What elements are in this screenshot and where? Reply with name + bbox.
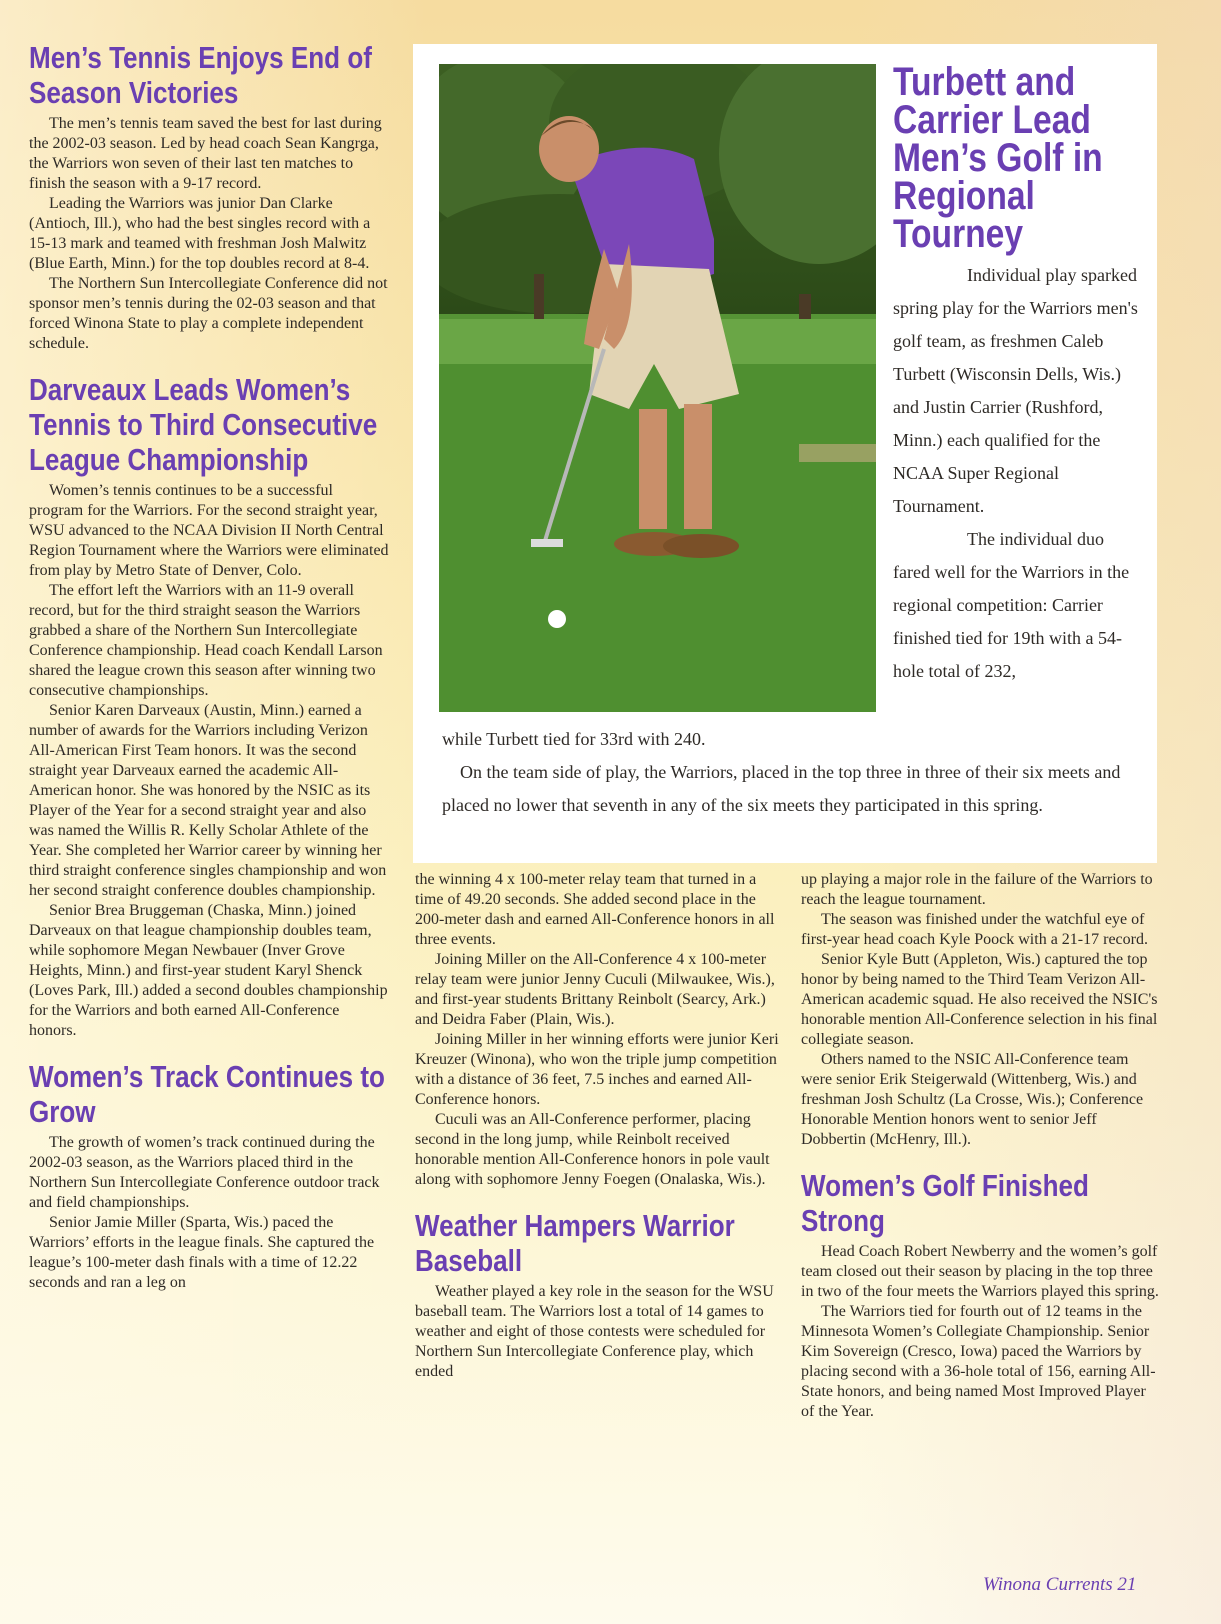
womens-tennis-title: Darveaux Leads Women’s Tennis to Third Consecutive League Championship bbox=[29, 372, 378, 477]
title-line: Men’s Golf in bbox=[893, 136, 1103, 180]
right-column bbox=[801, 870, 1163, 1422]
paragraph: The effort left the Warriors with an 11-9 overall record, but for the third straight season the Warriors grabbed a share of the Northern Sun Intercollegiate Conference championship. Head coach Kendall Larson shared the league crown this season after winning two consecutive championships. bbox=[29, 582, 383, 699]
baseball-article bbox=[415, 1208, 780, 1382]
paragraph: Senior Jamie Miller (Sparta, Wis.) paced the Warriors’ efforts in the league finals. She captured the league’s 100-meter dash finals with a time of 12.22 seconds and ran a leg on bbox=[29, 1214, 375, 1291]
womens-golf-title: Women’s Golf Finished Strong bbox=[801, 1168, 1089, 1238]
paragraph: The Warriors tied for fourth out of 12 teams in the Minnesota Women’s Collegiate Championship. Senior Kim Sovereign (Cresco, Iowa) paced the Warriors by placing second with a 36-hole total of 156, earning All-State honors, and being named Most Improved Player of the Year. bbox=[801, 1303, 1156, 1420]
paragraph: while Turbett tied for 33rd with 240. bbox=[442, 729, 706, 749]
middle-column bbox=[415, 870, 780, 1382]
paragraph: Others named to the NSIC All-Conference team were senior Erik Steigerwald (Wittenberg, Wis.) and freshman Josh Schultz (La Crosse, Wis.); Conference Honorable Mention honors went to senior Jeff Dobbertin (McHenry, Ill.). bbox=[801, 1051, 1144, 1148]
paragraph: Cuculi was an All-Conference performer, placing second in the long jump, while Reinbolt received honorable mention All-Conference honors in pole vault along with sophomore Jenny Foegen (Onalaska, Wis.). bbox=[415, 1111, 770, 1188]
mens-golf-title bbox=[893, 60, 1143, 256]
mens-golf-side-text bbox=[893, 259, 1143, 688]
paragraph: Senior Karen Darveaux (Austin, Minn.) earned a number of awards for the Warriors including Verizon All-American First Team honors. It was the second straight year Darveaux earned the academic All-American honor. She was honored by the NSIC as its Player of the Year for a second straight year and also was named the Willis R. Kelly Scholar Athlete of the Year. She completed her Warrior career by winning her third straight conference singles championship and won her second straight conference doubles championship. bbox=[29, 702, 387, 899]
paragraph: The individual duo fared well for the Warriors in the regional competition: Carrier finished tied for 19th with a 54-hole total of 232, bbox=[893, 529, 1130, 681]
paragraph: The Northern Sun Intercollegiate Conference did not sponsor men’s tennis during the 02-03 season and that forced Winona State to play a complete independent schedule. bbox=[29, 275, 388, 352]
paragraph: Joining Miller in her winning efforts were junior Keri Kreuzer (Winona), who won the triple jump competition with a distance of 36 feet, 7.5 inches and earned All-Conference honors. bbox=[415, 1031, 779, 1108]
paragraph: Leading the Warriors was junior Dan Clarke (Antioch, Ill.), who had the best singles record with a 15-13 mark and teamed with freshman Josh Malwitz (Blue Earth, Minn.) for the top doubles record at 8-4. bbox=[29, 195, 371, 272]
mens-tennis-article bbox=[29, 40, 389, 354]
paragraph: Women’s tennis continues to be a successful program for the Warriors. For the second straight year, WSU advanced to the NCAA Division II North Central Region Tournament where the Warriors were eliminated from play by Metro State of Denver, Colo. bbox=[29, 482, 389, 579]
left-column bbox=[29, 40, 389, 1293]
paragraph: Weather played a key role in the season for the WSU baseball team. The Warriors lost a total of 14 games to weather and eight of those contests were scheduled for Northern Sun Intercollegiate Conference play, which ended bbox=[415, 1283, 774, 1380]
womens-golf-article bbox=[801, 1168, 1163, 1422]
womens-tennis-article bbox=[29, 372, 389, 1041]
womens-track-article bbox=[29, 1059, 389, 1293]
paragraph: Senior Brea Bruggeman (Chaska, Minn.) joined Darveaux on that league championship doubles team, while sophomore Megan Newbauer (Inver Grove Heights, Minn.) and first-year student Karyl Shenck (Loves Park, Ill.) added a second doubles championship for the Warriors and both earned All-Conference honors. bbox=[29, 902, 388, 1039]
paragraph: The men’s tennis team saved the best for last during the 2002-03 season. Led by head coach Sean Kangrga, the Warriors won seven of their last ten matches to finish the season with a 9-17 record. bbox=[29, 115, 382, 192]
page-footer: Winona Currents 21 bbox=[983, 1574, 1137, 1595]
paragraph: On the team side of play, the Warriors, placed in the top three in three of their six meets and placed no lower that seventh in any of the six meets they participated in this spring. bbox=[442, 762, 1121, 815]
title-line: Tourney bbox=[893, 212, 1024, 256]
title-line: Carrier Lead bbox=[893, 98, 1091, 142]
paragraph: Individual play sparked spring play for the Warriors men's golf team, as freshmen Caleb Turbett (Wisconsin Dells, Wis.) and Justin Carrier (Rushford, Minn.) each qualified for the NCAA Super Regional Tournament. bbox=[893, 265, 1138, 516]
paragraph: Joining Miller on the All-Conference 4 x 100-meter relay team were junior Jenny Cuculi (Milwaukee, Wis.), and first-year students Brittany Reinbolt (Searcy, Ark.) and Deidra Faber (Plain, Wis.). bbox=[415, 951, 775, 1028]
title-line: Regional bbox=[893, 174, 1035, 218]
paragraph: The growth of women’s track continued during the 2002-03 season, as the Warriors placed third in the Northern Sun Intercollegiate Conference outdoor track and field championships. bbox=[29, 1134, 380, 1211]
mens-golf-bottom-text bbox=[442, 723, 1142, 822]
womens-track-title: Women’s Track Continues to Grow bbox=[29, 1059, 385, 1129]
paragraph: up playing a major role in the failure of the Warriors to reach the league tournament. bbox=[801, 871, 1153, 908]
paragraph: Head Coach Robert Newberry and the women’s golf team closed out their season by placing in the top three in two of the four meets the Warriors played this spring. bbox=[801, 1243, 1159, 1300]
golfer-photo bbox=[439, 64, 876, 712]
paragraph: Senior Kyle Butt (Appleton, Wis.) captured the top honor by being named to the Third Team Verizon All-American academic squad. He also received the NSIC's honorable mention All-Conference selection in his final collegiate season. bbox=[801, 951, 1158, 1048]
title-line: Turbett and bbox=[893, 60, 1076, 104]
baseball-title: Weather Hampers Warrior Baseball bbox=[415, 1208, 735, 1278]
paragraph: the winning 4 x 100-meter relay team that turned in a time of 49.20 seconds. She added second place in the 200-meter dash and earned All-Conference honors in all three events. bbox=[415, 871, 775, 948]
mens-tennis-title: Men’s Tennis Enjoys End of Season Victories bbox=[29, 40, 372, 110]
paragraph: The season was finished under the watchful eye of first-year head coach Kyle Poock with a 21-17 record. bbox=[801, 911, 1148, 948]
